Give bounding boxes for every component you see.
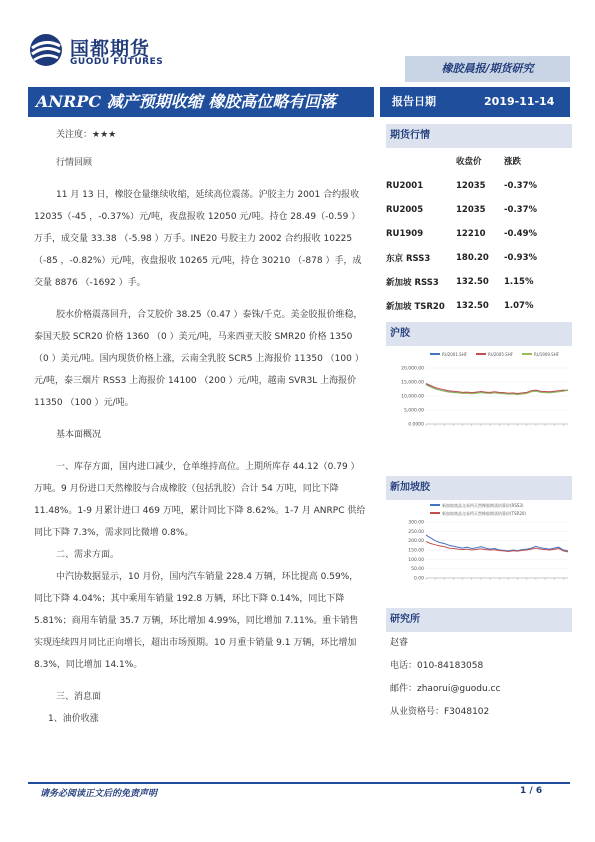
attention-label: 关注度：: [56, 130, 93, 140]
close-price: 180.20: [456, 253, 489, 263]
table-row: [386, 294, 572, 318]
table-row: [386, 246, 572, 270]
analyst-phone: 电话：010-84183058: [390, 661, 484, 671]
col-change: 涨跌: [504, 157, 522, 167]
legend-label: RU2001.SHF: [442, 352, 468, 357]
singapore-rubber-header: 新加坡胶: [386, 476, 572, 500]
contract-name: 新加坡 TSR20: [386, 302, 445, 312]
legend-label: RU2005.SHF: [488, 352, 514, 357]
analyst-name: 赵睿: [390, 638, 409, 648]
legend-label: 新加坡商品交易所天然橡胶期货结算价(TSR20): [442, 511, 526, 516]
col-close: 收盘价: [456, 157, 482, 167]
close-price: 132.50: [456, 277, 489, 287]
research-header: 研究所: [386, 608, 572, 632]
close-price: 12210: [456, 229, 486, 239]
report-date-value: 2019-11-14: [484, 95, 555, 108]
futures-table-header: [386, 148, 572, 174]
series-line: [426, 385, 568, 395]
analyst-contact: [386, 632, 572, 724]
y-tick-label: 0.0000: [408, 422, 424, 428]
y-tick-label: 15,000.00: [401, 380, 424, 386]
contract-name: RU2001: [386, 181, 424, 191]
price-change: -0.37%: [504, 205, 538, 215]
legend-label: 新加坡商品交易所天然橡胶期货结算价(RSS3): [442, 503, 524, 508]
y-tick-label: 5,000.00: [403, 408, 424, 414]
price-change: -0.93%: [504, 253, 538, 263]
main-content: [34, 124, 366, 730]
section-fundamental-title: 基本面概况: [56, 430, 102, 440]
section-news-title: 三、消息面: [56, 692, 102, 702]
table-row: [386, 222, 572, 246]
report-date-label: 报告日期: [392, 95, 436, 108]
paragraph-demand: 中汽协数据显示，10 月份，国内汽车销量 228.4 万辆，环比提高 0.59%，同比下降 4.04%；其中乘用车销量 192.8 万辆，环比下降 0.14%，同比下降 5.81%；商用车销量 35.7 万辆，环比增加 4.99%，同比增加 7.11%。重卡销售实现连续四月同比正向增长，超出市场预期。10 月重卡销量 9.1 万辆，环比增加 8.3%，同比增加 14.1%。: [34, 572, 359, 670]
price-change: 1.15%: [504, 277, 534, 287]
section-review-title: 行情回顾: [56, 158, 93, 168]
shanghai-rubber-header: 沪胶: [386, 322, 572, 346]
close-price: 12035: [456, 205, 486, 215]
y-tick-label: 100.00: [408, 557, 424, 563]
attention-line: [34, 124, 366, 146]
analyst-email[interactable]: 邮件：zhaorui@guodu.cc: [390, 684, 501, 694]
y-tick-label: 10,000.00: [401, 394, 424, 400]
price-change: -0.37%: [504, 181, 538, 191]
close-price: 12035: [456, 181, 486, 191]
y-tick-label: 20,000.00: [401, 366, 424, 372]
y-tick-label: 50.00: [411, 567, 424, 573]
footer-disclaimer[interactable]: 请务必阅读正文后的免责声明: [40, 789, 158, 799]
news-item-oil: 1、油价收涨: [48, 714, 99, 724]
y-tick-label: 150.00: [408, 548, 424, 554]
logo-globe-icon: [28, 32, 64, 68]
contract-name: 新加坡 RSS3: [386, 278, 439, 288]
paragraph-spot-prices: 胶水价格震荡回升，合艾胶价 38.25（0.47 ）泰铢/千克。美金胶报价维稳，泰国天胶 SCR20 价格 1360 （0 ）美元/吨，马来西亚天胶 SMR20 价格 1350 （0 ）美元/吨。国内现货价格上涨，云南全乳胶 SCR5 上海报价 11350 （100 ）元/吨，泰三烟片 RSS3 上海报价 14100 （200 ）元/吨，越南 SVR3L 上海报价 11350 （100 ）元/吨。: [34, 310, 364, 408]
sidebar: [386, 124, 572, 724]
close-price: 132.50: [456, 301, 489, 311]
col-contract: [386, 148, 456, 174]
page-number: 1 / 6: [520, 786, 543, 796]
attention-stars: ★★★: [92, 130, 117, 140]
report-category: 橡胶晨报/期货研究: [405, 56, 570, 82]
contract-name: RU1909: [386, 229, 424, 239]
report-title: ANRPC 减产预期收缩 橡胶高位略有回落: [28, 87, 374, 117]
paragraph-inventory: 一、库存方面，国内进口减少，仓单维持高位。上期所库存 44.12（0.79 ）万吨。9 月份进口天然橡胶与合成橡胶（包括乳胶）合计 54 万吨，同比下降 11.48%。1-9 月累计进口 469 万吨，累计同比下降 8.62%。1-7 月 ANRPC 供给同比下降 7.3%，需求同比微增 0.8%。: [34, 462, 366, 538]
series-line: [426, 542, 568, 552]
logo-text-cn: 国都期货: [70, 38, 151, 60]
shanghai-chart-box: [386, 346, 572, 450]
table-row: [386, 174, 572, 198]
y-tick-label: 300.00: [408, 520, 424, 526]
contract-name: 东京 RSS3: [386, 254, 431, 264]
analyst-license: 从业资格号：F3048102: [390, 707, 490, 717]
section-demand-title: 二、需求方面。: [56, 550, 120, 560]
futures-header: 期货行情: [386, 124, 572, 148]
shanghai-rubber-chart: [386, 346, 572, 446]
legend-label: RU1909.SHF: [534, 352, 560, 357]
contract-name: RU2005: [386, 205, 424, 215]
logo-text-en: GUODU FUTURES: [70, 57, 164, 67]
paragraph-market-review: 11 月 13 日，橡胶仓量继续收缩，延续高位震荡。沪胶主力 2001 合约报收 12035（-45 ，-0.37%）元/吨，夜盘报收 12050 元/吨。持仓 28.49（-0.59 ）万手，成交量 33.38 （-5.98 ）万手。INE20 号胶主力 2002 合约报收 10225 （-85 ，-0.82%）元/吨，夜盘报收 10265 元/吨，持仓 30210 （-878 ）手，成交量 8876 （-1692 ）手。: [34, 190, 362, 288]
company-logo: [28, 32, 178, 72]
singapore-chart-box: [386, 500, 572, 604]
table-row: [386, 198, 572, 222]
singapore-rubber-chart: [386, 500, 572, 600]
y-tick-label: 250.00: [408, 529, 424, 535]
report-date-bar: [380, 87, 570, 117]
price-change: 1.07%: [504, 301, 534, 311]
series-line: [426, 535, 568, 551]
footer-divider: [28, 782, 570, 784]
y-tick-label: 200.00: [408, 539, 424, 545]
price-change: -0.49%: [504, 229, 538, 239]
futures-table: [386, 148, 572, 318]
y-tick-label: 0.00: [413, 576, 424, 582]
table-row: [386, 270, 572, 294]
